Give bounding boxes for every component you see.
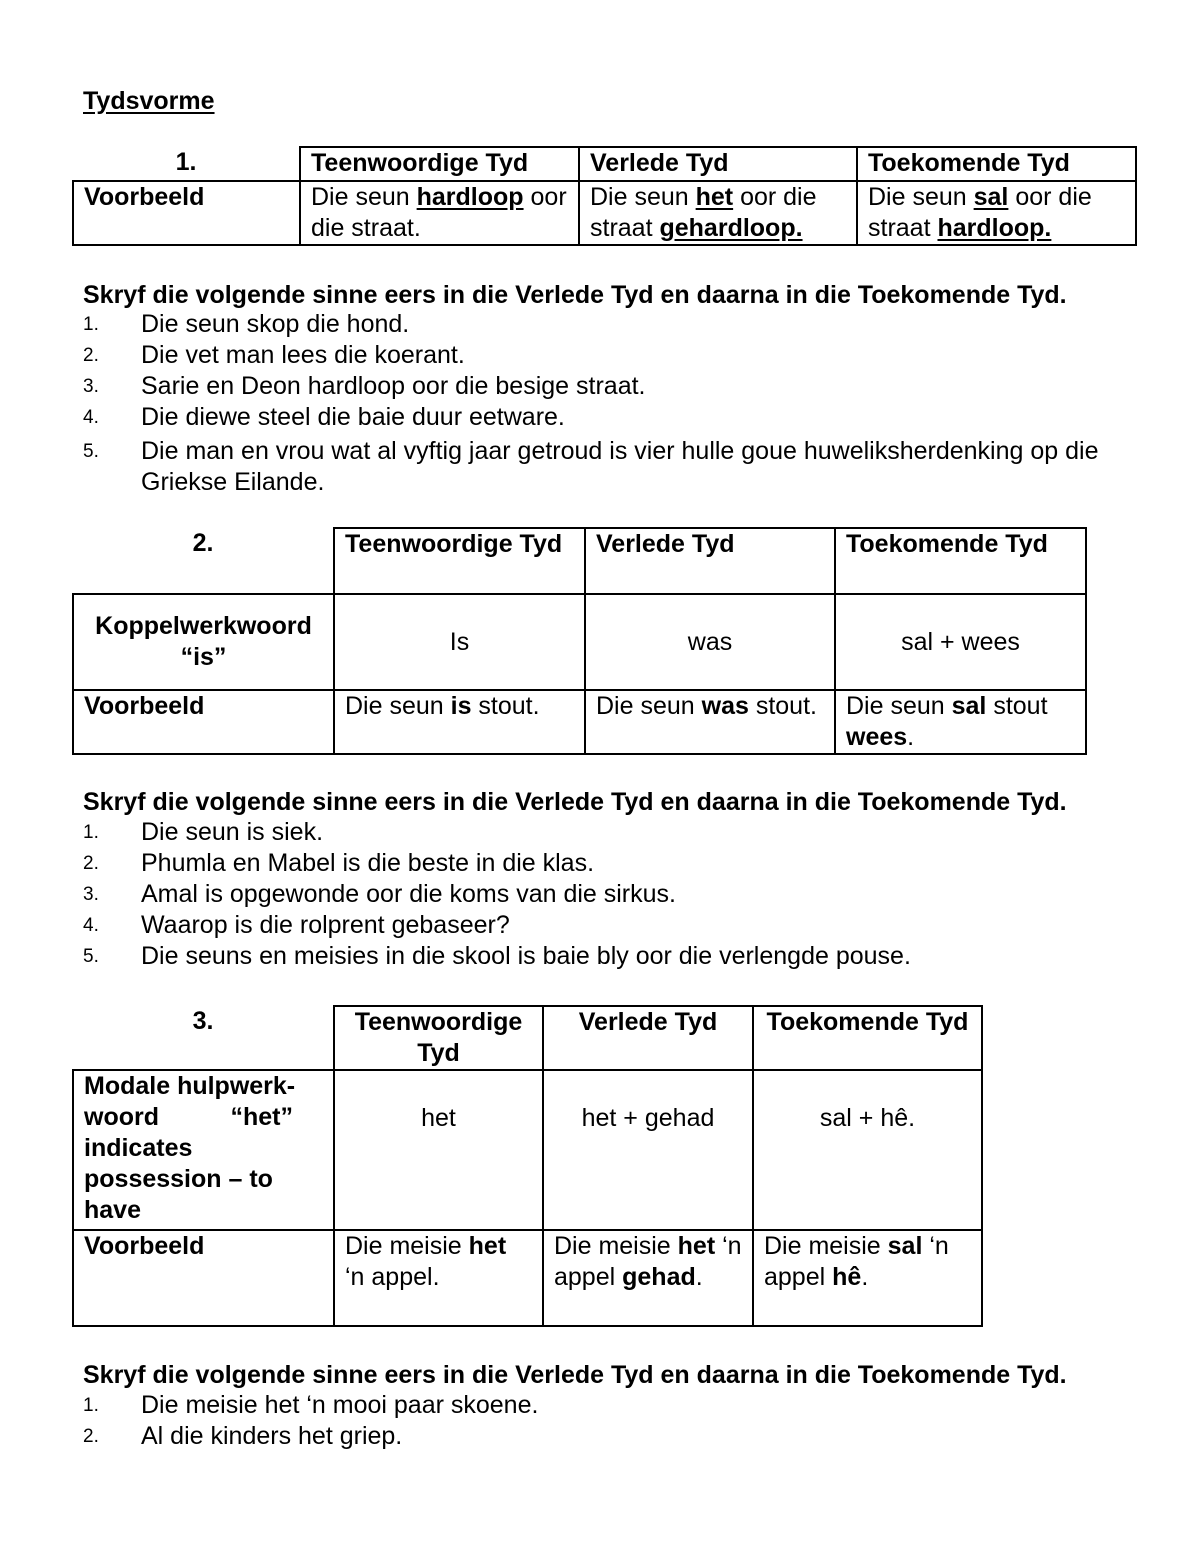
- header-future: Toekomende Tyd: [857, 147, 1136, 181]
- instruction-2: Skryf die volgende sinne eers in die Verlede Tyd en daarna in die Toekomende Tyd.: [83, 788, 1067, 816]
- example-past: Die seun was stout.: [585, 690, 835, 754]
- example-future: Die seun sal oor die straat hardloop.: [857, 181, 1136, 245]
- example-past: Die meisie het ‘n appel gehad.: [543, 1230, 753, 1326]
- table-number: 1.: [175, 148, 197, 176]
- header-past: Verlede Tyd: [543, 1006, 753, 1070]
- list-item: 5. Die man en vrou wat al vyftig jaar getroud is vier hulle goue huweliksherdenking op die Griekse Eilande.: [83, 437, 1099, 496]
- row-label-modal: Modale hulpwerk- woord “het” indicates possession – to have: [73, 1070, 334, 1230]
- form-future: sal + wees: [835, 594, 1086, 690]
- list-item: 2. Die vet man lees die koerant.: [83, 341, 465, 369]
- list-item: 1. Die seun is siek.: [83, 818, 324, 846]
- sentence-list-1: [83, 309, 1123, 498]
- list-item: 2. Al die kinders het griep.: [83, 1422, 403, 1450]
- list-item: 3. Sarie en Deon hardloop oor die besige straat.: [83, 372, 646, 400]
- sentence-list-3: [83, 1390, 1123, 1452]
- header-future: Toekomende Tyd: [753, 1006, 982, 1070]
- example-future: Die seun sal stout wees.: [835, 690, 1086, 754]
- example-present: Die meisie het ‘n appel.: [334, 1230, 543, 1326]
- example-present: Die seun hardloop oor die straat.: [300, 181, 579, 245]
- header-past: Verlede Tyd: [579, 147, 857, 181]
- header-future: Toekomende Tyd: [835, 528, 1086, 594]
- row-label-copula: Koppelwerkwoord “is”: [73, 594, 334, 690]
- list-item: 4. Die diewe steel die baie duur eetware.: [83, 403, 565, 431]
- form-past: het + gehad: [543, 1070, 753, 1230]
- list-item: 3. Amal is opgewonde oor die koms van die sirkus.: [83, 880, 676, 908]
- tense-table-2: [72, 527, 1087, 755]
- instruction-3: Skryf die volgende sinne eers in die Verlede Tyd en daarna in die Toekomende Tyd.: [83, 1361, 1067, 1389]
- form-present: Is: [334, 594, 585, 690]
- instruction-1: Skryf die volgende sinne eers in die Verlede Tyd en daarna in die Toekomende Tyd.: [83, 281, 1067, 309]
- form-future: sal + hê.: [753, 1070, 982, 1230]
- tense-table-1: [72, 146, 1137, 246]
- row-label-example: Voorbeeld: [73, 181, 300, 245]
- header-present: Teenwoordige Tyd: [334, 1006, 543, 1070]
- list-item: 2. Phumla en Mabel is die beste in die klas.: [83, 849, 595, 877]
- list-item: 1. Die meisie het ‘n mooi paar skoene.: [83, 1391, 539, 1419]
- list-item: 5. Die seuns en meisies in die skool is baie bly oor die verlengde pouse.: [83, 942, 911, 970]
- form-past: was: [585, 594, 835, 690]
- example-present: Die seun is stout.: [334, 690, 585, 754]
- list-item: 4. Waarop is die rolprent gebaseer?: [83, 911, 510, 939]
- header-present: Teenwoordige Tyd: [334, 528, 585, 594]
- row-label-example: Voorbeeld: [73, 690, 334, 754]
- header-past: Verlede Tyd: [585, 528, 835, 594]
- sentence-list-2: [83, 817, 1123, 972]
- page-title: Tydsvorme: [83, 87, 215, 115]
- list-item: 1. Die seun skop die hond.: [83, 310, 410, 338]
- tense-table-3: [72, 1005, 983, 1327]
- example-past: Die seun het oor die straat gehardloop.: [579, 181, 857, 245]
- table-number: 2.: [192, 529, 214, 557]
- form-present: het: [334, 1070, 543, 1230]
- header-present: Teenwoordige Tyd: [300, 147, 579, 181]
- table-number: 3.: [192, 1007, 214, 1035]
- row-label-example: Voorbeeld: [73, 1230, 334, 1326]
- example-future: Die meisie sal ‘n appel hê.: [753, 1230, 982, 1326]
